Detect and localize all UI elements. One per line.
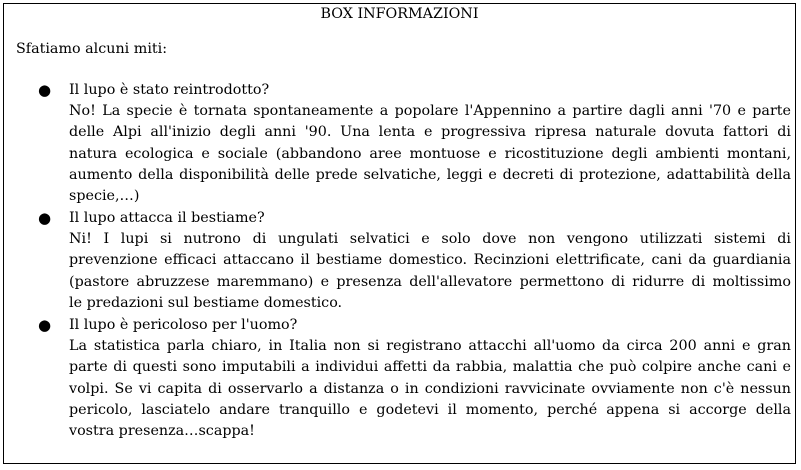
intro-text: Sfatiamo alcuni miti: xyxy=(16,41,168,57)
answer-line: natura ecologica e sociale (abbandono aree montuose e ricostituzione degli ambienti montani, xyxy=(69,145,791,162)
answer-line: parte di questi sono imputabili a individui affetti da rabbia, malattia che può colpire anche cani e xyxy=(69,359,791,376)
answer-line: le predazioni sul bestiame domestico. xyxy=(69,294,343,311)
box-title: BOX INFORMAZIONI xyxy=(320,6,479,22)
bullet-icon: ● xyxy=(38,81,52,99)
answer-line: Ni! I lupi si nutrono di ungulati selvatici e solo dove non vengono utilizzati sistemi di xyxy=(69,231,791,247)
answer-line: specie,…) xyxy=(69,188,140,205)
info-box xyxy=(3,3,796,464)
answer-line: prevenzione efficaci attaccano il bestiame domestico. Recinzioni elettrificate, cani da guardiania xyxy=(69,252,791,269)
myth-question: Il lupo è stato reintrodotto? xyxy=(69,82,270,98)
bullet-icon: ● xyxy=(38,209,52,227)
myth-question: Il lupo attacca il bestiame? xyxy=(69,210,265,226)
myth-question: Il lupo è pericoloso per l'uomo? xyxy=(69,317,298,333)
answer-line: aumento della disponibilità delle prede selvatiche, leggi e decreti di protezione, adattabilità della xyxy=(69,166,791,183)
myth-answer xyxy=(69,336,791,442)
answer-line: La statistica parla chiaro, in Italia non si registrano attacchi all'uomo da circa 200 anni e gran xyxy=(69,338,791,354)
answer-line: volpi. Se vi capita di osservarlo a distanza o in condizioni ravvicinate ovviamente non c'è nessun xyxy=(69,380,791,397)
answer-line: No! La specie è tornata spontaneamente a popolare l'Appennino a partire dagli anni '70 e parte xyxy=(69,103,791,119)
answer-line: delle Alpi all'inizio degli anni '90. Una lenta e progressiva ripresa naturale dovuta fattori di xyxy=(69,124,791,141)
myth-answer xyxy=(69,101,791,207)
myth-answer xyxy=(69,229,791,314)
answer-line: pericolo, lasciatelo andare tranquillo e godetevi il momento, perché appena si accorge della xyxy=(69,401,791,418)
bullet-icon: ● xyxy=(38,316,52,334)
answer-line: vostra presenza…scappa! xyxy=(69,423,255,440)
answer-line: (pastore abruzzese maremmano) e presenza dell'allevatore permettono di ridurre di moltissimo xyxy=(69,273,791,290)
